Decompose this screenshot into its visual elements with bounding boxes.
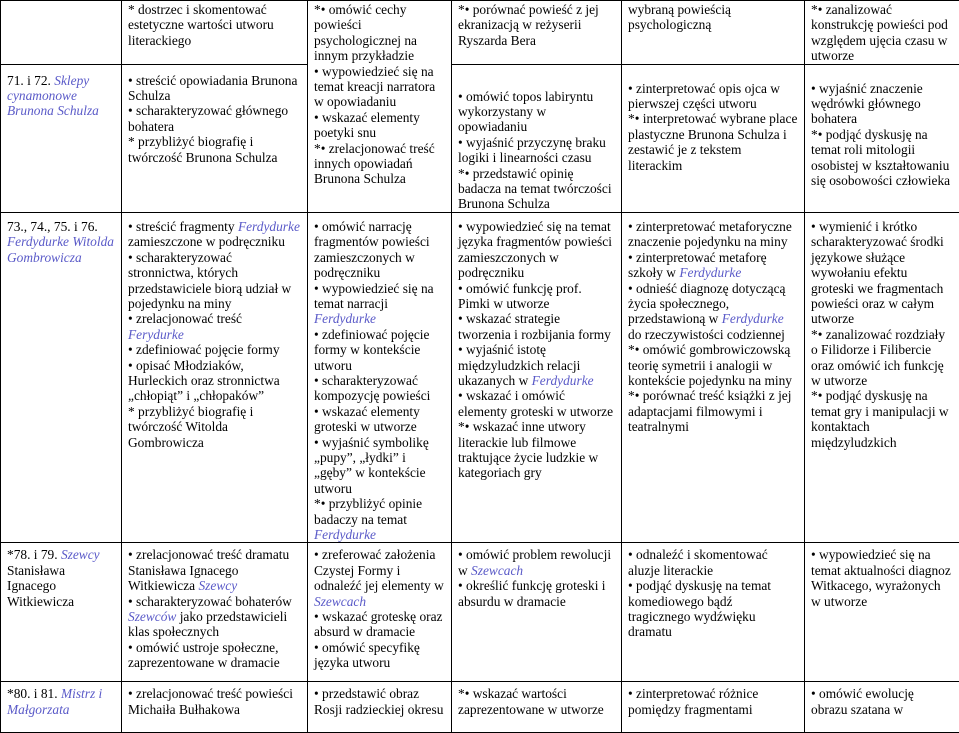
cell-c4-row1	[452, 64, 622, 212]
work-title: Ferdydurke	[238, 219, 300, 234]
work-title: Ferdydurke	[7, 234, 69, 249]
cell-text: • zinterpretować różnice pomiędzy fragmentami	[628, 686, 798, 717]
lesson-ref: 71. i 72.	[7, 73, 51, 88]
cell-c1-row1	[1, 64, 122, 212]
table-row	[1, 64, 959, 212]
cell-c3-row3	[308, 543, 452, 682]
work-title: Ferydurke	[128, 327, 184, 342]
cell-text	[628, 281, 798, 343]
text-run: • zreferować założenia Czystej Formy i odnaleźć jej elementy w	[314, 547, 444, 593]
work-author: Stanisława Ignacego Witkiewicza	[7, 563, 74, 609]
cell-c6-row3	[805, 543, 959, 682]
cell-text	[314, 281, 445, 327]
cell-text: • omówić ustroje społeczne, zaprezentowane w dramacie	[128, 640, 301, 671]
cell-text: *• omówić gombrowiczowską teorię symetrii i analogii w kontekście pojedynku na miny	[628, 342, 798, 388]
cell-text: • wskazać strategie tworzenia i rozbijania formy	[458, 311, 615, 342]
cell-text: • omówić topos labiryntu wykorzystany w opowiadaniu	[458, 89, 615, 135]
cell-text: • wskazać elementy poetyki snu	[314, 110, 445, 141]
cell-c6-row1	[805, 64, 959, 212]
work-author: Witolda Gombrowicza	[7, 234, 114, 264]
cell-c3-top-row1	[308, 1, 452, 213]
cell-c3-row4	[308, 682, 452, 733]
text-run: • zrelacjonować treść	[128, 311, 242, 326]
cell-text	[128, 594, 301, 640]
cell-text	[128, 219, 301, 250]
cell-text	[128, 547, 301, 593]
work-title: Szewcy	[198, 578, 237, 593]
work-title: Sklepy cynamonowe	[7, 73, 89, 103]
work-title: Ferdydurke	[532, 373, 594, 388]
cell-text	[458, 342, 615, 388]
work-author: Brunona Schulza	[7, 103, 99, 118]
text-run: jako przedstawicieli klas społecznych	[128, 609, 287, 639]
cell-text: • wyjaśnić symbolikę „pupy”, „łydki” i „gęby” w kontekście utworu	[314, 435, 445, 497]
cell-text: • omówić ewolucję obrazu szatana w	[811, 686, 953, 717]
cell-c5-row2	[622, 212, 805, 543]
cell-c2-row4	[122, 682, 308, 733]
text-run: • odnieść diagnozę dotyczącą życia społecznego, przedstawioną w	[628, 281, 786, 327]
text-run: zamieszczone w podręczniku	[128, 234, 285, 249]
table-row	[1, 543, 959, 682]
cell-text: • scharakteryzować kompozycję powieści	[314, 373, 445, 404]
text-run: *• przybliżyć opinie badaczy na temat	[314, 496, 422, 526]
cell-c5-row3	[622, 543, 805, 682]
work-title: Ferdydurke	[314, 311, 376, 326]
text-run: • zrelacjonować treść dramatu Stanisława Ignacego Witkiewicza	[128, 547, 289, 593]
cell-text	[628, 250, 798, 281]
work-title: Szewców	[128, 609, 176, 624]
cell-text: *• wskazać inne utwory literackie lub filmowe traktujące życie ludzkie w kategoriach gry	[458, 419, 615, 481]
cell-text: • wskazać i omówić elementy groteski w utworze	[458, 388, 615, 419]
cell-text: *• podjąć dyskusję na temat gry i manipulacji w kontaktach międzyludzkich	[811, 388, 953, 450]
cell-text: • wyjaśnić znaczenie wędrówki głównego bohatera	[811, 81, 953, 127]
lesson-ref: *80. i 81.	[7, 686, 58, 701]
cell-text: • streścić opowiadania Brunona Schulza	[128, 73, 301, 104]
cell-text	[458, 547, 615, 578]
work-title: Szewcach	[471, 563, 523, 578]
cell-text: *• zanalizować rozdziały o Filidorze i Filibercie oraz omówić ich funkcję w utworze	[811, 327, 953, 389]
text-run: • wypowiedzieć się na temat narracji	[314, 281, 434, 311]
cell-c6-row2	[805, 212, 959, 543]
cell-c2-row2	[122, 212, 308, 543]
work-title: Szewcach	[314, 594, 366, 609]
cell-text: • zdefiniować pojęcie formy w kontekście utworu	[314, 327, 445, 373]
cell-text: • wymienić i krótko scharakteryzować środki językowe służące wywołaniu efektu groteski we fragmentach powieści oraz w całym utworze	[811, 219, 953, 327]
cell-text: • opisać Młodziaków, Hurleckich oraz stronnictwa „chłopiąt” i „chłopaków”	[128, 358, 301, 404]
cell-text	[314, 496, 445, 542]
cell-text: *• wskazać wartości zaprezentowane w utworze	[458, 686, 615, 717]
text-run: • wyjaśnić istotę międzyludzkich relacji ukazanych w	[458, 342, 580, 388]
cell-text: * przybliżyć biografię i twórczość Witolda Gombrowicza	[128, 404, 301, 450]
cell-c1-row3	[1, 543, 122, 682]
table-row	[1, 1, 959, 65]
cell-text: *• omówić cechy powieści psychologicznej na innym przykładzie	[314, 2, 445, 64]
cell-c2-top	[122, 1, 308, 65]
cell-text	[128, 311, 301, 342]
table-row	[1, 682, 959, 733]
cell-text: • wskazać groteskę oraz absurd w dramacie	[314, 609, 445, 640]
cell-text: *• zanalizować konstrukcję powieści pod względem ujęcia czasu w utworze	[811, 2, 953, 64]
cell-text: • podjąć dyskusję na temat komediowego bądź tragicznego wydźwięku dramatu	[628, 578, 798, 640]
cell-text: * przybliżyć biografię i twórczość Brunona Schulza	[128, 134, 301, 165]
cell-text: *• interpretować wybrane place plastyczne Brunona Schulza i zestawić je z tekstem literackim	[628, 111, 798, 173]
cell-text: • zinterpretować metaforyczne znaczenie pojedynku na miny	[628, 219, 798, 250]
work-title: Ferdydurke	[679, 265, 741, 280]
cell-text: • określić funkcję groteski i absurdu w dramacie	[458, 578, 615, 609]
cell-c1-row4	[1, 682, 122, 733]
cell-c2-row1	[122, 64, 308, 212]
cell-text: wybraną powieścią psychologiczną	[628, 2, 798, 33]
cell-text: • wypowiedzieć się na temat aktualności diagnoz Witkacego, wyrażonych w utworze	[811, 547, 953, 609]
cell-c1-top	[1, 1, 122, 65]
text-run: • streścić fragmenty	[128, 219, 235, 234]
cell-c4-row4	[452, 682, 622, 733]
cell-text: • odnaleźć i skomentować aluzje literackie	[628, 547, 798, 578]
cell-c5-top	[622, 1, 805, 65]
cell-text: *• porównać treść książki z jej adaptacjami filmowymi i teatralnymi	[628, 388, 798, 434]
cell-text: • omówić specyfikę języka utworu	[314, 640, 445, 671]
cell-text: • zinterpretować opis ojca w pierwszej części utworu	[628, 81, 798, 112]
cell-text: • omówić narrację fragmentów powieści zamieszczonych w podręczniku	[314, 219, 445, 281]
cell-c5-row4	[622, 682, 805, 733]
cell-text	[314, 547, 445, 609]
cell-c3-row2	[308, 212, 452, 543]
cell-text: *• zrelacjonować treść innych opowiadań Brunona Schulza	[314, 141, 445, 187]
cell-text: • wskazać elementy groteski w utworze	[314, 404, 445, 435]
cell-c4-row3	[452, 543, 622, 682]
cell-text: • wypowiedzieć się na temat języka fragmentów powieści zamieszczonych w podręczniku	[458, 219, 615, 281]
cell-text: • przedstawić obraz Rosji radzieckiej okresu	[314, 686, 445, 717]
work-title: Mistrz i Małgorzata	[7, 686, 102, 716]
cell-c4-row2	[452, 212, 622, 543]
lesson-ref: 73., 74., 75. i 76.	[7, 219, 98, 234]
work-title: Ferdydurke	[314, 527, 376, 542]
cell-text: *• podjąć dyskusję na temat roli mitologii osobistej w kształtowaniu się osobowości człowieka	[811, 127, 953, 189]
text-run: • zinterpretować metaforę szkoły w	[628, 250, 767, 280]
cell-text: • zdefiniować pojęcie formy	[128, 342, 301, 357]
cell-c4-top	[452, 1, 622, 65]
cell-text: • scharakteryzować głównego bohatera	[128, 103, 301, 134]
cell-text: • omówić funkcję prof. Pimki w utworze	[458, 281, 615, 312]
cell-text: • wyjaśnić przyczynę braku logiki i linearności czasu	[458, 135, 615, 166]
work-title: Ferdydurke	[722, 311, 784, 326]
cell-c6-row4	[805, 682, 959, 733]
cell-text: *• przedstawić opinię badacza na temat twórczości Brunona Schulza	[458, 166, 615, 212]
cell-text: * dostrzec i skomentować estetyczne wartości utworu literackiego	[128, 2, 301, 48]
cell-c2-row3	[122, 543, 308, 682]
cell-c6-top	[805, 1, 959, 65]
work-title: Szewcy	[61, 547, 100, 562]
table-row	[1, 212, 959, 543]
text-run: • omówić problem rewolucji w	[458, 547, 611, 577]
lesson-ref: *78. i 79.	[7, 547, 58, 562]
text-run: • scharakteryzować bohaterów	[128, 594, 292, 609]
text-run: do rzeczywistości codziennej	[628, 327, 785, 342]
cell-text: *• porównać powieść z jej ekranizacją w reżyserii Ryszarda Bera	[458, 2, 615, 48]
cell-text: • zrelacjonować treść powieści Michaiła Bułhakowa	[128, 686, 301, 717]
cell-c1-row2	[1, 212, 122, 543]
cell-text: • scharakteryzować stronnictwa, których przedstawiciele biorą udział w pojedynku na miny	[128, 250, 301, 312]
cell-text: • wypowiedzieć się na temat kreacji narratora w opowiadaniu	[314, 64, 445, 110]
cell-c5-row1	[622, 64, 805, 212]
